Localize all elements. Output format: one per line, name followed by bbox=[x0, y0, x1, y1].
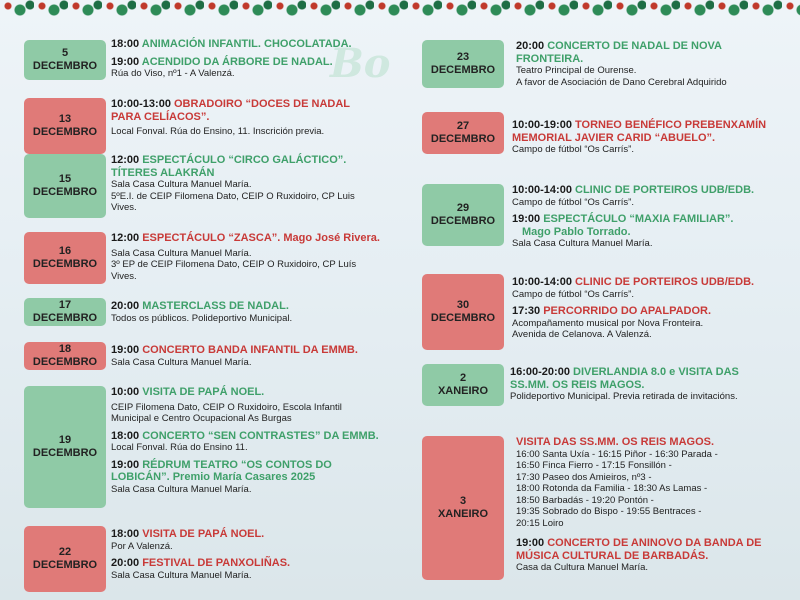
date-number: 16 bbox=[58, 245, 72, 257]
event-subtitle: Mago José Rivera. bbox=[283, 232, 380, 244]
event bbox=[111, 56, 381, 80]
event-time: 12:00 bbox=[111, 232, 140, 244]
event-time: 10:00 bbox=[111, 386, 140, 398]
date-month: DECEMBRO bbox=[32, 60, 98, 72]
event-detail: 3º EP de CEIP Filomena Dato, CEIP O Ruxidoiro, CP Luís Vives. bbox=[111, 259, 357, 282]
date-month: DECEMBRO bbox=[32, 356, 98, 368]
date-number: 2 bbox=[459, 372, 467, 384]
date-month: DECEMBRO bbox=[32, 126, 98, 138]
date-number: 29 bbox=[456, 202, 470, 214]
event bbox=[111, 232, 381, 282]
event-time: 18:00 bbox=[111, 528, 140, 540]
event-title: VISITA DE PAPÁ NOEL. bbox=[142, 528, 265, 540]
event-detail: Acompañamento musical por Nova Fronteira. bbox=[512, 317, 704, 329]
event-detail: Sala Casa Cultura Manuel María. bbox=[111, 483, 252, 495]
event bbox=[111, 557, 381, 581]
event-detail: Rúa do Viso, nº1 - A Valenzá. bbox=[111, 68, 235, 79]
date-number: 18 bbox=[58, 343, 72, 355]
event bbox=[510, 366, 778, 403]
date-month: XANEIRO bbox=[437, 385, 489, 397]
event bbox=[111, 98, 381, 138]
day-events bbox=[516, 40, 778, 88]
event-detail: Local Fonval. Rúa do Ensino 11. bbox=[111, 442, 248, 453]
date-badge bbox=[24, 40, 106, 80]
event-title: VISITA DAS SS.MM. OS REIS MAGOS. bbox=[516, 436, 715, 448]
date-badge bbox=[24, 386, 106, 508]
event-title: PERCORRIDO DO APALPADOR. bbox=[543, 305, 712, 317]
event-detail: Polideportivo Municipal. Previa retirada de invitacións. bbox=[510, 391, 738, 402]
event-time: 19:00 bbox=[516, 537, 545, 549]
event bbox=[111, 430, 381, 454]
event-title: CONCERTO BANDA INFANTIL DA EMMB. bbox=[142, 344, 358, 356]
event-title: CONCERTO DE NADAL DE NOVA FRONTEIRA. bbox=[516, 40, 722, 65]
date-badge bbox=[422, 436, 504, 580]
date-number: 23 bbox=[456, 51, 470, 63]
date-month: DECEMBRO bbox=[430, 215, 496, 227]
event-subtitle: TÍTERES ALAKRÁN bbox=[111, 166, 215, 179]
event-title: CONCERTO DE ANINOVO DA BANDA DE MÚSICA CULTURAL DE BARBADÁS. bbox=[516, 537, 762, 562]
schedule-line: 20:15 Loiro bbox=[516, 517, 564, 529]
event-time: 19:00 bbox=[111, 458, 140, 471]
date-month: DECEMBRO bbox=[32, 258, 98, 270]
event-title: ANIMACIÓN INFANTIL. CHOCOLATADA. bbox=[141, 38, 352, 50]
event-detail: Por A Valenzá. bbox=[111, 540, 173, 552]
day-events bbox=[111, 300, 381, 324]
event-subtitle: Mago Pablo Torrado. bbox=[522, 225, 631, 238]
event-title: DIVERLANDIA 8.0 e VISITA DAS SS.MM. OS REIS MAGOS. bbox=[510, 366, 739, 391]
day-events bbox=[510, 366, 778, 403]
event-time: 19:00 bbox=[111, 55, 140, 68]
date-month: DECEMBRO bbox=[430, 64, 496, 76]
event-detail: Campo de fútbol “Os Carrís”. bbox=[512, 288, 634, 300]
event-time: 18:00 bbox=[111, 429, 140, 442]
event-time: 10:00-14:00 bbox=[512, 276, 572, 288]
event-detail: Avenida de Celanova. A Valenzá. bbox=[512, 329, 652, 340]
event-title: CONCERTO “SEN CONTRASTES” DA EMMB. bbox=[142, 429, 379, 442]
event-time: 12:00 bbox=[111, 154, 140, 166]
event-detail: Sala Casa Cultura Manuel María. bbox=[111, 247, 252, 259]
event-title: ESPECTÁCULO “MAXIA FAMILIAR”. bbox=[543, 213, 734, 225]
day-events bbox=[512, 276, 778, 341]
event-title: OBRADOIRO “DOCES DE NADAL PARA CELÍACOS”. bbox=[111, 98, 350, 123]
event bbox=[111, 38, 381, 51]
date-month: DECEMBRO bbox=[32, 559, 98, 571]
event-time: 10:00-13:00 bbox=[111, 98, 171, 110]
date-badge bbox=[422, 364, 504, 406]
date-number: 22 bbox=[58, 546, 72, 558]
event-time: 16:00-20:00 bbox=[510, 366, 570, 378]
event bbox=[512, 276, 778, 300]
event-title: FESTIVAL DE PANXOLIÑAS. bbox=[142, 557, 291, 569]
event-title: ESPECTÁCULO “CIRCO GALÁCTICO”. bbox=[142, 154, 347, 166]
event-time: 20:00 bbox=[516, 40, 545, 52]
event-detail: Campo de fútbol “Os Carrís”. bbox=[512, 196, 634, 208]
event bbox=[512, 305, 778, 341]
event bbox=[111, 528, 381, 552]
date-number: 27 bbox=[456, 120, 470, 132]
schedule-line: 16:00 Santa Uxía - 16:15 Piñor - 16:30 Parada - bbox=[516, 448, 718, 460]
day-events bbox=[512, 184, 778, 250]
event-time: 18:00 bbox=[111, 38, 140, 50]
day-events bbox=[111, 38, 381, 80]
event bbox=[111, 300, 381, 324]
day-events bbox=[111, 528, 381, 581]
date-badge bbox=[24, 232, 106, 284]
event bbox=[111, 154, 381, 214]
event-detail: Sala Casa Cultura Manuel María. bbox=[111, 179, 252, 190]
event-time: 10:00-14:00 bbox=[512, 184, 572, 196]
date-month: DECEMBRO bbox=[32, 447, 98, 459]
date-number: 13 bbox=[58, 113, 72, 125]
day-events bbox=[111, 386, 381, 495]
event-detail: Todos os públicos. Polideportivo Municipal. bbox=[111, 312, 293, 324]
event bbox=[111, 344, 381, 368]
event-detail: Campo de fútbol “Os Carrís”. bbox=[512, 144, 634, 155]
date-month: XANEIRO bbox=[437, 508, 489, 520]
date-month: DECEMBRO bbox=[430, 312, 496, 324]
date-badge bbox=[422, 184, 504, 246]
event bbox=[512, 184, 778, 208]
date-number: 17 bbox=[58, 299, 72, 311]
date-badge bbox=[24, 154, 106, 218]
date-month: DECEMBRO bbox=[430, 133, 496, 145]
date-badge bbox=[24, 298, 106, 326]
event-title: ESPECTÁCULO “ZASCA”. bbox=[142, 232, 281, 244]
date-badge bbox=[422, 274, 504, 350]
event-time: 20:00 bbox=[111, 557, 140, 569]
event-time: 19:00 bbox=[111, 344, 140, 356]
event bbox=[111, 386, 381, 425]
event bbox=[512, 119, 778, 156]
date-number: 19 bbox=[58, 434, 72, 446]
date-month: DECEMBRO bbox=[32, 186, 98, 198]
event-title: ACENDIDO DA ÁRBORE DE NADAL. bbox=[141, 55, 333, 68]
day-events bbox=[111, 344, 381, 368]
event-detail: CEIP Filomena Dato, CEIP O Ruxidoiro, Escola Infantil Municipal e Centro Ocupacional As Burgas bbox=[111, 401, 342, 424]
date-badge bbox=[24, 98, 106, 154]
event-time: 19:00 bbox=[512, 213, 541, 225]
schedule-line: 18:00 Rotonda da Familia - 18:30 As Lamas - bbox=[516, 483, 708, 494]
garland-decoration bbox=[0, 0, 800, 22]
event-title: TORNEO BENÉFICO PREBENXAMÍN MEMORIAL JAVIER CARID “ABUELO”. bbox=[512, 119, 767, 144]
event bbox=[111, 459, 381, 496]
day-events bbox=[111, 154, 381, 214]
event-title: RÉDRUM TEATRO “OS CONTOS DO LOBICÁN”. Premio María Casares 2025 bbox=[111, 458, 332, 483]
event-time: 10:00-19:00 bbox=[512, 119, 572, 131]
event bbox=[516, 40, 778, 88]
date-number: 15 bbox=[58, 173, 72, 185]
date-badge bbox=[24, 526, 106, 592]
event-time: 17:30 bbox=[512, 305, 541, 317]
date-badge bbox=[422, 112, 504, 154]
date-number: 3 bbox=[459, 495, 467, 507]
event-title: VISITA DE PAPÁ NOEL. bbox=[142, 386, 265, 398]
event-time: 20:00 bbox=[111, 300, 140, 312]
background-decoration: Bo bbox=[330, 40, 391, 87]
event bbox=[512, 213, 778, 250]
event-title: CLINIC DE PORTEIROS UDB/EDB. bbox=[575, 276, 755, 288]
event-title: MASTERCLASS DE NADAL. bbox=[142, 300, 289, 312]
event bbox=[516, 537, 778, 574]
day-events bbox=[111, 98, 381, 138]
event-detail: Sala Casa Cultura Manuel María. bbox=[111, 356, 252, 368]
event-detail: Sala Casa Cultura Manuel María. bbox=[111, 569, 252, 581]
date-badge bbox=[24, 342, 106, 370]
day-events bbox=[516, 436, 778, 574]
event bbox=[516, 436, 778, 529]
date-month: DECEMBRO bbox=[32, 312, 98, 324]
event-detail: Sala Casa Cultura Manuel María. bbox=[512, 238, 653, 249]
date-number: 30 bbox=[456, 299, 470, 311]
schedule-line: 19:35 Sobrado do Bispo - 19:55 Bentraces - bbox=[516, 506, 702, 517]
day-events bbox=[111, 232, 381, 282]
event-detail: 5ºE.I. de CEIP Filomena Dato, CEIP O Ruxidoiro, CP Luis Vives. bbox=[111, 190, 355, 213]
event-title: CLINIC DE PORTEIROS UDB/EDB. bbox=[575, 184, 755, 196]
event-detail: Local Fonval. Rúa do Ensino, 11. Inscrición previa. bbox=[111, 126, 325, 137]
day-events bbox=[512, 119, 778, 156]
date-number: 5 bbox=[61, 47, 69, 59]
schedule-line: 18:50 Barbadás - 19:20 Pontón - bbox=[516, 494, 654, 506]
date-badge bbox=[422, 40, 504, 88]
event-detail: Teatro Principal de Ourense. bbox=[516, 65, 637, 76]
event-detail: A favor de Asociación de Dano Cerebral Adquirido bbox=[516, 76, 727, 88]
schedule-line: 17:30 Paseo dos Amieiros, nº3 - bbox=[516, 471, 652, 483]
event-detail: Casa da Cultura Manuel María. bbox=[516, 562, 649, 573]
schedule-line: 16:50 Finca Fierro - 17:15 Fonsillón - bbox=[516, 460, 672, 471]
